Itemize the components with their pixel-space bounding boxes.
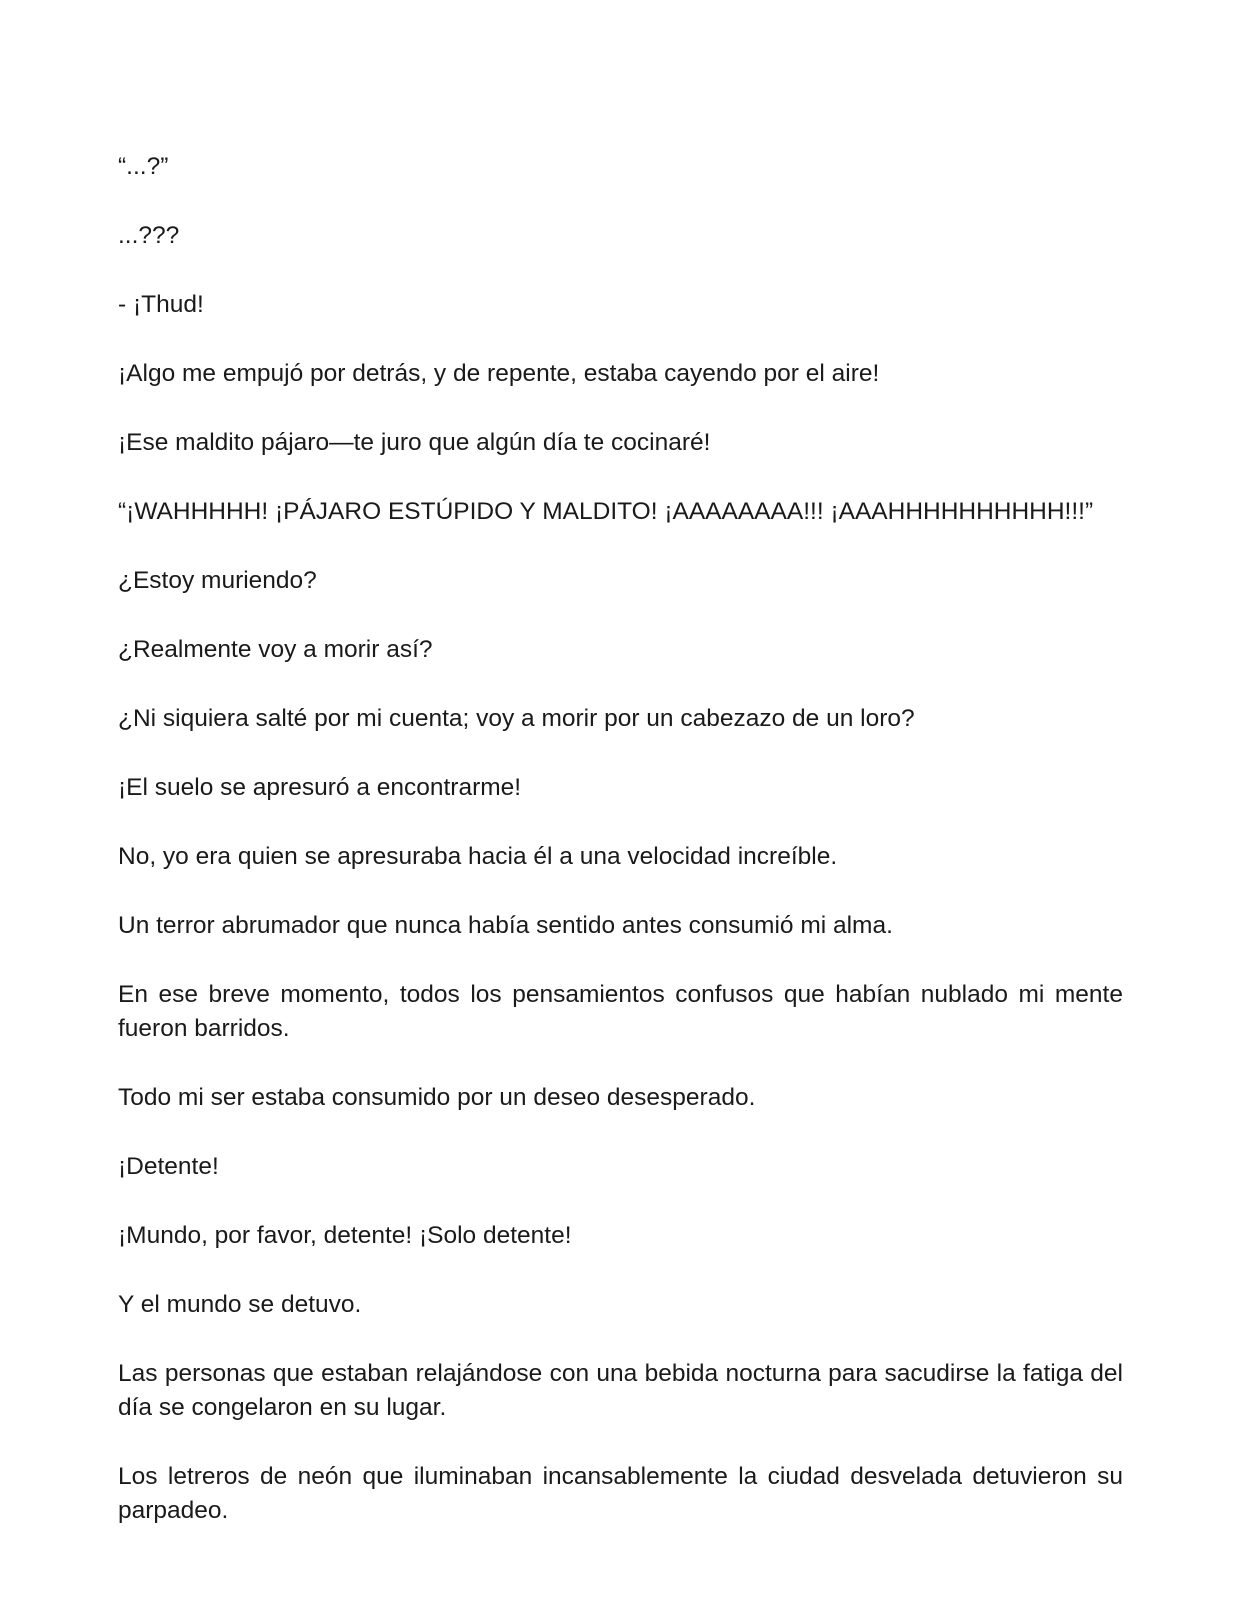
paragraph: ¡Detente!: [118, 1153, 219, 1180]
paragraph: ¡Algo me empujó por detrás, y de repente, estaba cayendo por el aire!: [118, 360, 880, 387]
paragraph: ...???: [118, 222, 180, 249]
document-body: [118, 150, 1123, 1563]
paragraph: “...?”: [118, 153, 169, 180]
paragraph: ¡Ese maldito pájaro—te juro que algún día te cocinaré!: [118, 429, 711, 456]
paragraph: - ¡Thud!: [118, 291, 204, 318]
paragraph: En ese breve momento, todos los pensamientos confusos que habían nublado mi mente fueron barridos.: [118, 981, 1123, 1042]
paragraph: Y el mundo se detuvo.: [118, 1291, 362, 1318]
paragraph: “¡WAHHHHH! ¡PÁJARO ESTÚPIDO Y MALDITO! ¡AAAAAAAA!!! ¡AAAHHHHHHHHHH!!!”: [118, 498, 1094, 525]
paragraph: Los letreros de neón que iluminaban incansablemente la ciudad desvelada detuvieron su parpadeo.: [118, 1463, 1123, 1524]
paragraph: ¿Ni siquiera salté por mi cuenta; voy a morir por un cabezazo de un loro?: [118, 705, 915, 732]
paragraph: ¿Realmente voy a morir así?: [118, 636, 433, 663]
paragraph: Todo mi ser estaba consumido por un deseo desesperado.: [118, 1084, 756, 1111]
paragraph: Un terror abrumador que nunca había sentido antes consumió mi alma.: [118, 912, 893, 939]
paragraph: Las personas que estaban relajándose con una bebida nocturna para sacudirse la fatiga del día se congelaron en su lugar.: [118, 1360, 1123, 1421]
paragraph: ¡Mundo, por favor, detente! ¡Solo detente!: [118, 1222, 572, 1249]
paragraph: No, yo era quien se apresuraba hacia él a una velocidad increíble.: [118, 843, 838, 870]
paragraph: ¿Estoy muriendo?: [118, 567, 317, 594]
paragraph: ¡El suelo se apresuró a encontrarme!: [118, 774, 522, 801]
